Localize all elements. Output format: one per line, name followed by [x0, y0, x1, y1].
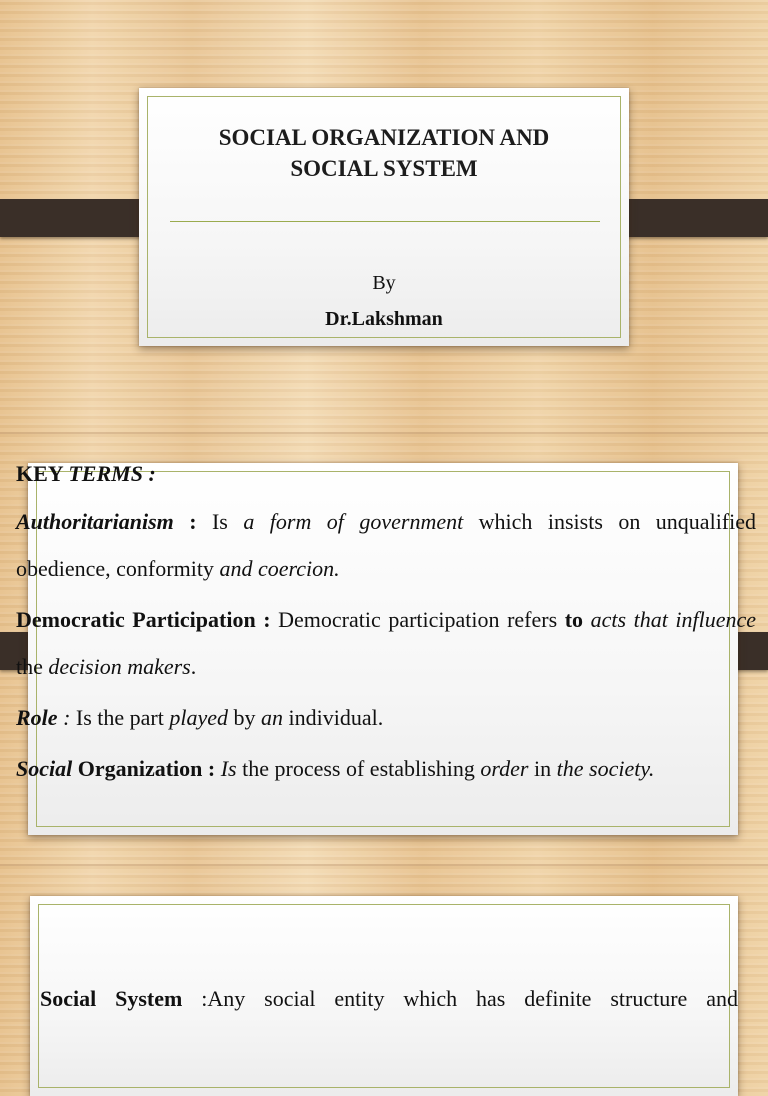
term-text: by: [228, 705, 262, 730]
byline-author: Dr.Lakshman: [325, 308, 443, 330]
term-text-italic: acts that influence: [590, 607, 757, 632]
term-democratic-participation: [16, 596, 756, 690]
term-text-italic: played: [169, 705, 229, 730]
term-text: the process of establishing: [236, 756, 481, 781]
term-text: .: [190, 654, 197, 679]
decorative-band-right: [613, 199, 768, 237]
title-line-1: SOCIAL ORGANIZATION AND: [218, 125, 550, 150]
term-colon: :: [173, 509, 212, 534]
title-divider: [170, 221, 600, 222]
term-text-italic: decision makers: [48, 654, 191, 679]
key-terms-heading: [16, 460, 756, 488]
term-label: Democratic Participation: [16, 607, 256, 632]
title-line-2: SOCIAL SYSTEM: [290, 156, 478, 181]
term-text-bold: to: [564, 607, 584, 632]
term-label: Role: [16, 705, 58, 730]
term-label-part: Organization: [72, 756, 203, 781]
term-text-italic: order: [480, 756, 529, 781]
term-text-italic: the society.: [556, 756, 655, 781]
decorative-band-left: [0, 199, 155, 237]
term-text: in: [528, 756, 557, 781]
term-authoritarianism: [16, 498, 756, 592]
term-label: Authoritarianism: [16, 509, 174, 534]
term-social-organization: [16, 745, 756, 792]
term-colon: :: [255, 607, 279, 632]
term-text: which insists on unqualified obedience, conformity: [16, 509, 757, 581]
term-text-italic: a form of government: [243, 509, 464, 534]
slide-title: [0, 0, 768, 432]
presentation-title: [150, 122, 618, 184]
term-text-italic: Is: [220, 756, 237, 781]
heading-key: KEY: [16, 461, 63, 486]
term-text: [583, 607, 591, 632]
social-system-definition: [40, 982, 738, 1016]
term-text-italic: an: [261, 705, 284, 730]
term-text-italic: and coercion.: [219, 556, 340, 581]
heading-terms: TERMS :: [68, 461, 156, 486]
byline-by: By: [372, 272, 396, 294]
term-role: [16, 694, 756, 741]
term-text: individual.: [283, 705, 384, 730]
term-text: Is the part: [75, 705, 170, 730]
term-label: Social System: [40, 986, 183, 1011]
term-colon: :: [202, 756, 221, 781]
term-text: Democratic participation refers: [278, 607, 565, 632]
key-terms-list: [16, 460, 756, 796]
term-text: Is: [211, 509, 244, 534]
term-text: :Any social entity which has definite structure and: [182, 986, 738, 1011]
term-colon: :: [57, 705, 76, 730]
term-label-part: Social: [16, 756, 73, 781]
term-text: the: [16, 654, 49, 679]
